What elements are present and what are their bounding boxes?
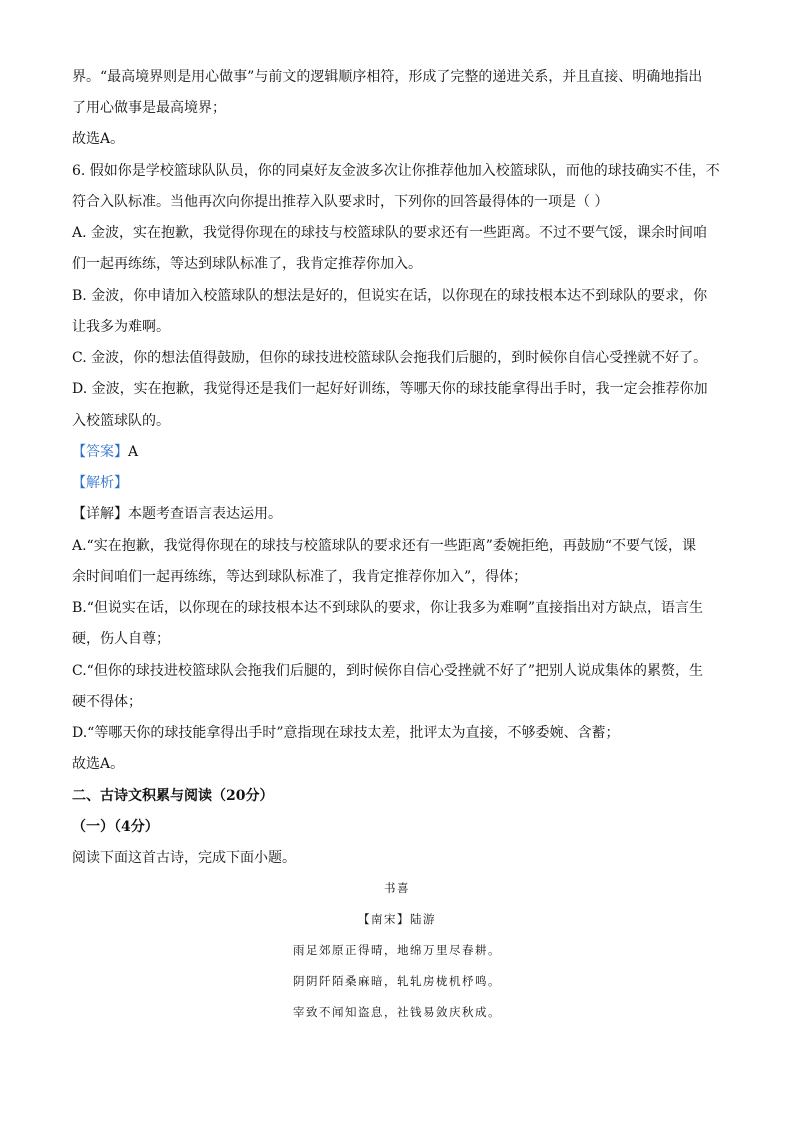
- detail-label: 【详解】: [72, 506, 128, 522]
- option-d: D. 金波，实在抱歉，我觉得还是我们一起好好训练，等哪天你的球技能拿得出手时，我一定会推荐你加: [72, 381, 708, 397]
- section-heading: 二、古诗文积累与阅读（20分）: [72, 788, 274, 804]
- option-a: A. 金波，实在抱歉，我觉得你现在的球技与校篮球队的要求还有一些距离。不过不要气馁，课余时间咱: [72, 225, 708, 241]
- conclusion-line: 故选A。: [72, 131, 125, 147]
- paragraph-line: 了用心做事是最高境界；: [72, 100, 226, 116]
- analysis-line: [72, 474, 128, 492]
- detail-intro: 本题考查语言表达运用。: [128, 506, 282, 522]
- paragraph-line: 界。“最高境界则是用心做事”与前文的逻辑顺序相符，形成了完整的递进关系，并且直接、明确地指出: [72, 69, 703, 85]
- explanation-c: C.“但你的球技进校篮球队会拖我们后腿的，到时候你自信心受挫就不好了”把别人说成集体的累赘，生: [72, 663, 703, 679]
- explanation-c: 硬不得体；: [72, 694, 142, 710]
- question-stem: 符合入队标准。当他再次向你提出推荐入队要求时，下列你的回答最得体的一项是（ ）: [72, 194, 609, 210]
- explanation-b: B.“但说实在话，以你现在的球技根本达不到球队的要求，你让我多为难啊”直接指出对方缺点，语言生: [72, 600, 704, 616]
- explanation-a: 余时间咱们一起再练练，等达到球队标准了，我肯定推荐你加入”，得体；: [72, 569, 528, 585]
- detail-line: [72, 505, 282, 523]
- explanation-b: 硬，伤人自尊；: [72, 631, 170, 647]
- option-d: 入校篮球队的。: [72, 413, 170, 429]
- poem-title: 书喜: [384, 881, 410, 895]
- answer-line: [72, 443, 138, 461]
- option-c: C. 金波，你的想法值得鼓励，但你的球技进校篮球队会拖我们后腿的，到时候你自信心受挫就不好了。: [72, 350, 708, 366]
- poem-line: 雨足郊原正得晴，地绵万里尽春耕。: [293, 943, 501, 957]
- answer-label: 【答案】: [72, 444, 128, 460]
- answer-value: A: [128, 444, 139, 460]
- explanation-a: A.“实在抱歉，我觉得你现在的球技与校篮球队的要求还有一些距离”委婉拒绝，再鼓励“不要气馁，课: [72, 538, 697, 554]
- poem-line: 阴阴阡陌桑麻暗，轧轧房栊机杼鸣。: [293, 974, 501, 988]
- subsection-heading: （一）（4分）: [72, 819, 159, 835]
- instruction-line: 阅读下面这首古诗，完成下面小题。: [72, 850, 296, 866]
- question-stem: 6. 假如你是学校篮球队队员，你的同桌好友金波多次让你推荐他加入校篮球队，而他的球技确实不佳，不: [72, 163, 720, 179]
- option-a: 们一起再练练，等达到球队标准了，我肯定推荐你加入。: [72, 256, 422, 272]
- option-b: 让我多为难啊。: [72, 319, 170, 335]
- explanation-d: D.“等哪天你的球技能拿得出手时”意指现在球技太差，批评太为直接，不够委婉、含蓄；: [72, 725, 620, 741]
- option-b: B. 金波，你申请加入校篮球队的想法是好的，但说实在话，以你现在的球技根本达不到球队的要求，你: [72, 288, 708, 304]
- conclusion-line: 故选A。: [72, 756, 125, 772]
- analysis-label: 【解析】: [72, 475, 128, 491]
- poem-line: 宰致不闻知盗息，社钱易敛庆秋成。: [293, 1005, 501, 1019]
- poem-author: 【南宋】陆游: [358, 912, 436, 926]
